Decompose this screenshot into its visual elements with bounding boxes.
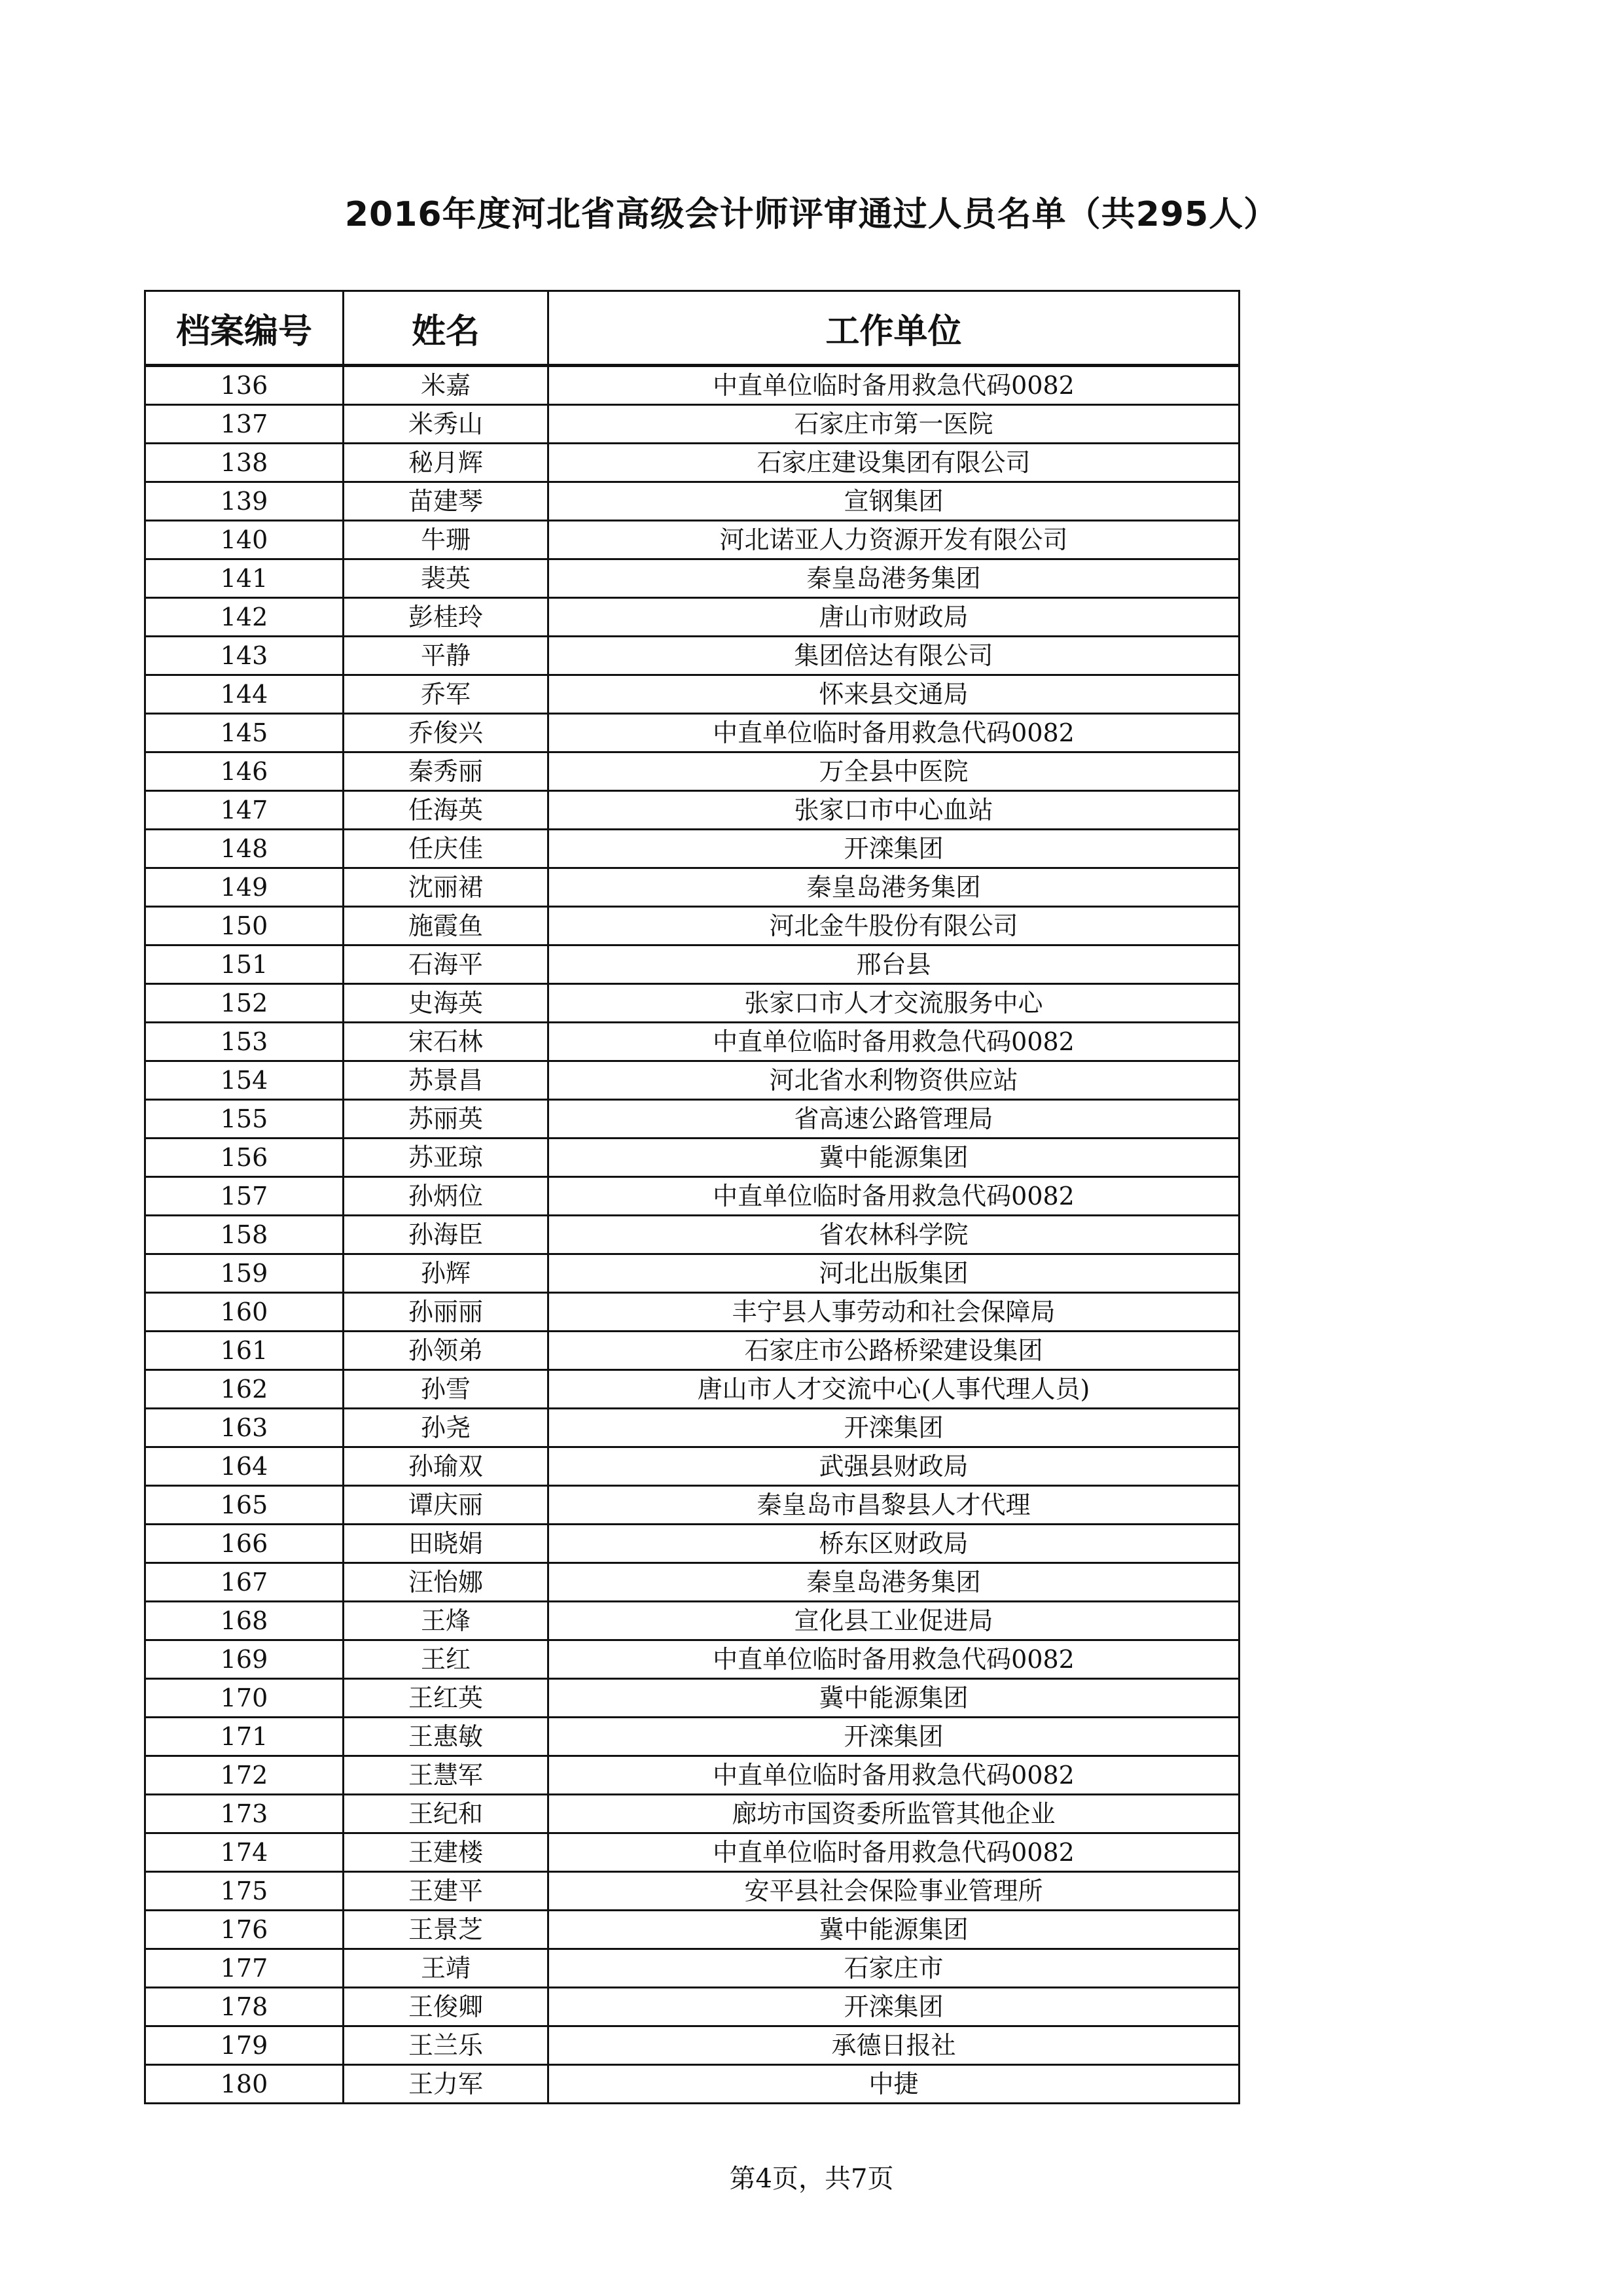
cell-name: 汪怡娜 bbox=[344, 1563, 548, 1602]
cell-file-number: 162 bbox=[145, 1370, 344, 1409]
cell-name: 孙炳位 bbox=[344, 1177, 548, 1216]
cell-employer: 开滦集团 bbox=[548, 1409, 1240, 1447]
cell-employer: 中直单位临时备用救急代码0082 bbox=[548, 1640, 1240, 1679]
cell-employer: 省高速公路管理局 bbox=[548, 1100, 1240, 1139]
cell-file-number: 156 bbox=[145, 1139, 344, 1177]
cell-employer: 承德日报社 bbox=[548, 2026, 1240, 2065]
table-row bbox=[145, 1563, 1240, 1602]
cell-name: 沈丽裙 bbox=[344, 868, 548, 907]
table-row bbox=[145, 1061, 1240, 1100]
cell-employer: 中直单位临时备用救急代码0082 bbox=[548, 1756, 1240, 1795]
table-row bbox=[145, 482, 1240, 521]
cell-employer: 河北出版集团 bbox=[548, 1254, 1240, 1293]
table-row bbox=[145, 2065, 1240, 2104]
table-row bbox=[145, 1332, 1240, 1370]
table-row bbox=[145, 1177, 1240, 1216]
table-row bbox=[145, 1486, 1240, 1525]
cell-name: 任庆佳 bbox=[344, 830, 548, 868]
cell-employer: 秦皇岛港务集团 bbox=[548, 559, 1240, 598]
cell-employer: 张家口市人才交流服务中心 bbox=[548, 984, 1240, 1023]
table-row bbox=[145, 1988, 1240, 2026]
cell-employer: 中直单位临时备用救急代码0082 bbox=[548, 1023, 1240, 1061]
cell-file-number: 178 bbox=[145, 1988, 344, 2026]
cell-file-number: 157 bbox=[145, 1177, 344, 1216]
cell-file-number: 146 bbox=[145, 752, 344, 791]
cell-name: 乔军 bbox=[344, 675, 548, 714]
cell-file-number: 153 bbox=[145, 1023, 344, 1061]
cell-name: 孙丽丽 bbox=[344, 1293, 548, 1332]
cell-file-number: 150 bbox=[145, 907, 344, 945]
cell-name: 王建平 bbox=[344, 1872, 548, 1911]
document-title: 2016年度河北省高级会计师评审通过人员名单（共295人） bbox=[344, 195, 1279, 234]
cell-name: 王靖 bbox=[344, 1949, 548, 1988]
cell-file-number: 138 bbox=[145, 444, 344, 482]
cell-name: 苏亚琼 bbox=[344, 1139, 548, 1177]
cell-file-number: 180 bbox=[145, 2065, 344, 2104]
cell-employer: 河北金牛股份有限公司 bbox=[548, 907, 1240, 945]
table-row bbox=[145, 1216, 1240, 1254]
cell-employer: 中直单位临时备用救急代码0082 bbox=[548, 366, 1240, 405]
cell-file-number: 158 bbox=[145, 1216, 344, 1254]
table-row bbox=[145, 907, 1240, 945]
table-row bbox=[145, 945, 1240, 984]
cell-file-number: 166 bbox=[145, 1525, 344, 1563]
cell-employer: 宣化县工业促进局 bbox=[548, 1602, 1240, 1640]
cell-file-number: 148 bbox=[145, 830, 344, 868]
cell-file-number: 144 bbox=[145, 675, 344, 714]
cell-employer: 省农林科学院 bbox=[548, 1216, 1240, 1254]
cell-name: 苗建琴 bbox=[344, 482, 548, 521]
cell-employer: 宣钢集团 bbox=[548, 482, 1240, 521]
cell-employer: 安平县社会保险事业管理所 bbox=[548, 1872, 1240, 1911]
table-row bbox=[145, 405, 1240, 444]
cell-file-number: 139 bbox=[145, 482, 344, 521]
cell-name: 史海英 bbox=[344, 984, 548, 1023]
table-row bbox=[145, 2026, 1240, 2065]
table-row bbox=[145, 1447, 1240, 1486]
cell-file-number: 169 bbox=[145, 1640, 344, 1679]
cell-file-number: 145 bbox=[145, 714, 344, 752]
header-name: 姓名 bbox=[344, 291, 548, 366]
table-row bbox=[145, 1370, 1240, 1409]
cell-name: 王兰乐 bbox=[344, 2026, 548, 2065]
table-row bbox=[145, 1756, 1240, 1795]
table-row bbox=[145, 1254, 1240, 1293]
cell-name: 苏景昌 bbox=[344, 1061, 548, 1100]
cell-file-number: 149 bbox=[145, 868, 344, 907]
cell-file-number: 164 bbox=[145, 1447, 344, 1486]
cell-name: 孙尧 bbox=[344, 1409, 548, 1447]
cell-employer: 冀中能源集团 bbox=[548, 1679, 1240, 1718]
table-row bbox=[145, 1833, 1240, 1872]
table-row bbox=[145, 791, 1240, 830]
cell-name: 王景芝 bbox=[344, 1911, 548, 1949]
cell-employer: 河北诺亚人力资源开发有限公司 bbox=[548, 521, 1240, 559]
personnel-table bbox=[144, 290, 1240, 2104]
cell-employer: 冀中能源集团 bbox=[548, 1911, 1240, 1949]
cell-employer: 武强县财政局 bbox=[548, 1447, 1240, 1486]
table-row bbox=[145, 1293, 1240, 1332]
table-row bbox=[145, 984, 1240, 1023]
cell-name: 王惠敏 bbox=[344, 1718, 548, 1756]
page-footer: 第4页，共7页 bbox=[729, 2164, 894, 2194]
cell-file-number: 176 bbox=[145, 1911, 344, 1949]
cell-employer: 中直单位临时备用救急代码0082 bbox=[548, 714, 1240, 752]
cell-employer: 秦皇岛港务集团 bbox=[548, 1563, 1240, 1602]
table-row bbox=[145, 830, 1240, 868]
cell-name: 苏丽英 bbox=[344, 1100, 548, 1139]
cell-file-number: 152 bbox=[145, 984, 344, 1023]
cell-file-number: 167 bbox=[145, 1563, 344, 1602]
cell-employer: 开滦集团 bbox=[548, 1718, 1240, 1756]
cell-file-number: 174 bbox=[145, 1833, 344, 1872]
cell-file-number: 165 bbox=[145, 1486, 344, 1525]
cell-name: 谭庆丽 bbox=[344, 1486, 548, 1525]
cell-file-number: 151 bbox=[145, 945, 344, 984]
cell-employer: 石家庄建设集团有限公司 bbox=[548, 444, 1240, 482]
header-file-number: 档案编号 bbox=[145, 291, 344, 366]
cell-name: 孙海臣 bbox=[344, 1216, 548, 1254]
table-row bbox=[145, 559, 1240, 598]
cell-employer: 河北省水利物资供应站 bbox=[548, 1061, 1240, 1100]
cell-file-number: 155 bbox=[145, 1100, 344, 1139]
cell-name: 宋石林 bbox=[344, 1023, 548, 1061]
cell-name: 秘月辉 bbox=[344, 444, 548, 482]
cell-file-number: 143 bbox=[145, 637, 344, 675]
cell-name: 孙辉 bbox=[344, 1254, 548, 1293]
table-row bbox=[145, 868, 1240, 907]
table-body bbox=[145, 366, 1240, 2104]
table-row bbox=[145, 1640, 1240, 1679]
cell-file-number: 177 bbox=[145, 1949, 344, 1988]
table-row bbox=[145, 1911, 1240, 1949]
cell-employer: 开滦集团 bbox=[548, 830, 1240, 868]
cell-name: 王力军 bbox=[344, 2065, 548, 2104]
cell-employer: 石家庄市第一医院 bbox=[548, 405, 1240, 444]
cell-name: 孙瑜双 bbox=[344, 1447, 548, 1486]
cell-employer: 冀中能源集团 bbox=[548, 1139, 1240, 1177]
cell-file-number: 170 bbox=[145, 1679, 344, 1718]
cell-name: 秦秀丽 bbox=[344, 752, 548, 791]
table-row bbox=[145, 1602, 1240, 1640]
table-row bbox=[145, 1795, 1240, 1833]
cell-employer: 万全县中医院 bbox=[548, 752, 1240, 791]
cell-name: 平静 bbox=[344, 637, 548, 675]
cell-employer: 怀来县交通局 bbox=[548, 675, 1240, 714]
cell-file-number: 175 bbox=[145, 1872, 344, 1911]
cell-file-number: 179 bbox=[145, 2026, 344, 2065]
cell-employer: 唐山市财政局 bbox=[548, 598, 1240, 637]
cell-name: 王纪和 bbox=[344, 1795, 548, 1833]
cell-employer: 唐山市人才交流中心(人事代理人员) bbox=[548, 1370, 1240, 1409]
cell-name: 米秀山 bbox=[344, 405, 548, 444]
table-row bbox=[145, 1949, 1240, 1988]
cell-name: 石海平 bbox=[344, 945, 548, 984]
table-row bbox=[145, 752, 1240, 791]
table-row bbox=[145, 1023, 1240, 1061]
cell-employer: 中直单位临时备用救急代码0082 bbox=[548, 1833, 1240, 1872]
cell-file-number: 140 bbox=[145, 521, 344, 559]
cell-name: 彭桂玲 bbox=[344, 598, 548, 637]
table-row bbox=[145, 637, 1240, 675]
cell-file-number: 136 bbox=[145, 366, 344, 405]
cell-employer: 秦皇岛港务集团 bbox=[548, 868, 1240, 907]
cell-name: 王烽 bbox=[344, 1602, 548, 1640]
table-row bbox=[145, 444, 1240, 482]
cell-name: 孙雪 bbox=[344, 1370, 548, 1409]
table-row bbox=[145, 1872, 1240, 1911]
table-row bbox=[145, 598, 1240, 637]
table-row bbox=[145, 1679, 1240, 1718]
table-row bbox=[145, 521, 1240, 559]
header-employer: 工作单位 bbox=[548, 291, 1240, 366]
cell-name: 施霞鱼 bbox=[344, 907, 548, 945]
cell-file-number: 160 bbox=[145, 1293, 344, 1332]
table-row bbox=[145, 1409, 1240, 1447]
table-row bbox=[145, 1718, 1240, 1756]
cell-file-number: 147 bbox=[145, 791, 344, 830]
cell-employer: 开滦集团 bbox=[548, 1988, 1240, 2026]
table-row bbox=[145, 675, 1240, 714]
cell-employer: 石家庄市公路桥梁建设集团 bbox=[548, 1332, 1240, 1370]
cell-file-number: 163 bbox=[145, 1409, 344, 1447]
cell-employer: 桥东区财政局 bbox=[548, 1525, 1240, 1563]
table-row bbox=[145, 714, 1240, 752]
table-row bbox=[145, 1100, 1240, 1139]
cell-name: 牛珊 bbox=[344, 521, 548, 559]
cell-name: 王俊卿 bbox=[344, 1988, 548, 2026]
cell-file-number: 172 bbox=[145, 1756, 344, 1795]
cell-employer: 秦皇岛市昌黎县人才代理 bbox=[548, 1486, 1240, 1525]
cell-file-number: 159 bbox=[145, 1254, 344, 1293]
cell-employer: 张家口市中心血站 bbox=[548, 791, 1240, 830]
cell-name: 孙领弟 bbox=[344, 1332, 548, 1370]
cell-name: 王建楼 bbox=[344, 1833, 548, 1872]
cell-employer: 石家庄市 bbox=[548, 1949, 1240, 1988]
cell-name: 王红英 bbox=[344, 1679, 548, 1718]
cell-file-number: 168 bbox=[145, 1602, 344, 1640]
cell-file-number: 173 bbox=[145, 1795, 344, 1833]
cell-name: 裴英 bbox=[344, 559, 548, 598]
cell-employer: 邢台县 bbox=[548, 945, 1240, 984]
cell-file-number: 142 bbox=[145, 598, 344, 637]
cell-name: 任海英 bbox=[344, 791, 548, 830]
cell-name: 田晓娟 bbox=[344, 1525, 548, 1563]
table-header-row bbox=[145, 291, 1240, 366]
cell-name: 米嘉 bbox=[344, 366, 548, 405]
cell-employer: 廊坊市国资委所监管其他企业 bbox=[548, 1795, 1240, 1833]
table-row bbox=[145, 366, 1240, 405]
cell-employer: 丰宁县人事劳动和社会保障局 bbox=[548, 1293, 1240, 1332]
cell-name: 乔俊兴 bbox=[344, 714, 548, 752]
cell-file-number: 154 bbox=[145, 1061, 344, 1100]
cell-employer: 集团倍达有限公司 bbox=[548, 637, 1240, 675]
cell-employer: 中直单位临时备用救急代码0082 bbox=[548, 1177, 1240, 1216]
cell-name: 王红 bbox=[344, 1640, 548, 1679]
cell-name: 王慧军 bbox=[344, 1756, 548, 1795]
cell-file-number: 171 bbox=[145, 1718, 344, 1756]
cell-file-number: 137 bbox=[145, 405, 344, 444]
table-row bbox=[145, 1525, 1240, 1563]
cell-file-number: 141 bbox=[145, 559, 344, 598]
table-row bbox=[145, 1139, 1240, 1177]
cell-employer: 中捷 bbox=[548, 2065, 1240, 2104]
cell-file-number: 161 bbox=[145, 1332, 344, 1370]
